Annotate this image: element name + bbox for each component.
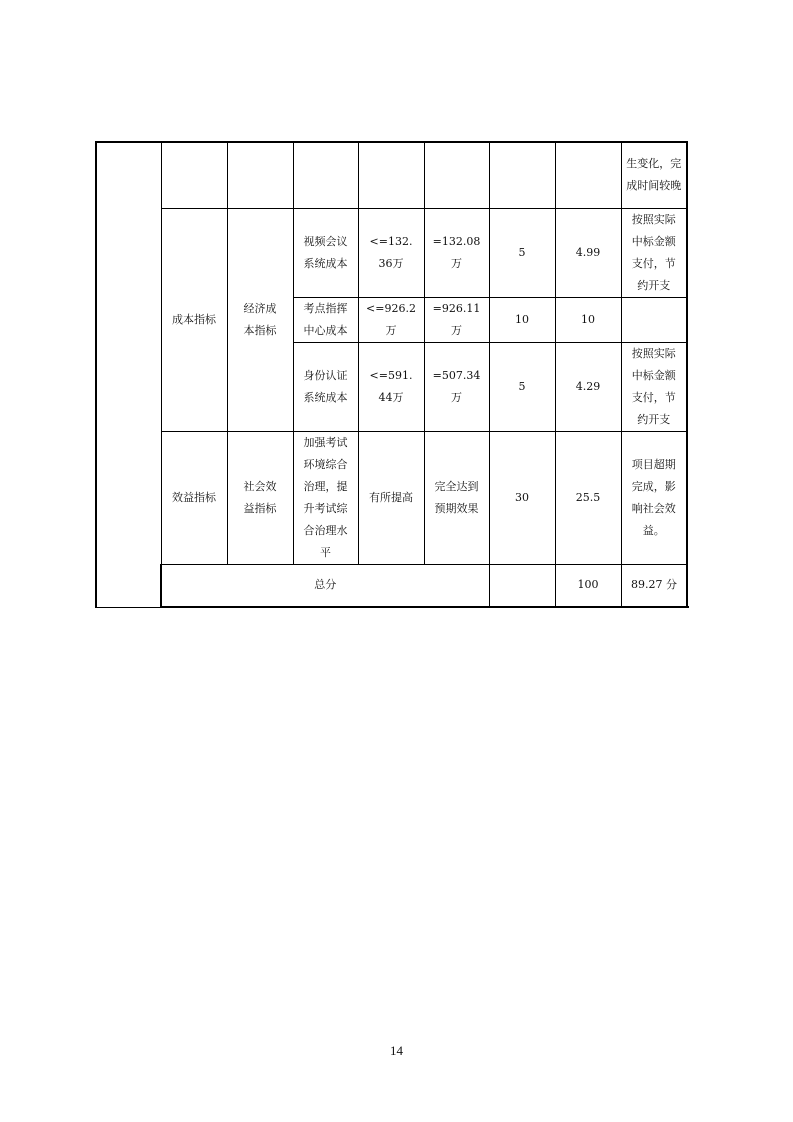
level3-indicator-label: 经济成本指标 (243, 301, 277, 337)
score-value: 4.99 (575, 245, 601, 259)
score-value: 25.5 (575, 490, 601, 504)
indicator-name-cell (293, 297, 358, 342)
indicator-name-cell (293, 208, 358, 297)
weight-value: 30 (515, 490, 529, 504)
score-cell (555, 431, 621, 564)
target-value-cell (358, 297, 424, 342)
actual-value-cell (424, 342, 489, 431)
indicator-name-cell (293, 342, 358, 431)
score-value: 4.29 (575, 379, 601, 393)
indicator-name: 考点指挥中心成本 (303, 301, 348, 337)
table-cell (555, 142, 621, 208)
remark-cell (621, 342, 687, 431)
table-row (96, 142, 687, 208)
remark-text: 按照实际中标金额支付，节约开支 (631, 346, 676, 426)
actual-value-cell (424, 208, 489, 297)
actual-value-cell (424, 431, 489, 564)
remark-cell (621, 208, 687, 297)
indicator-name: 加强考试环境综合治理，提升考试综合治理水平 (303, 435, 348, 559)
target-value: <=926.2 万 (366, 301, 416, 337)
remark-text: 项目超期完成，影响社会效益。 (631, 457, 676, 537)
remark-text: 生变化，完成时间较晚 (626, 157, 682, 193)
table-row (96, 208, 687, 297)
weight-cell (489, 297, 555, 342)
level2-indicator-cell (161, 431, 227, 564)
total-label-cell (161, 564, 489, 607)
actual-value: =926.11 万 (432, 301, 481, 337)
target-value-cell (358, 431, 424, 564)
target-value-cell (358, 208, 424, 297)
performance-evaluation-table (95, 141, 688, 608)
indicator-name-cell (293, 431, 358, 564)
level2-indicator-label: 成本指标 (172, 312, 216, 326)
level3-indicator-cell (227, 431, 293, 564)
weight-value: 5 (518, 379, 526, 393)
weight-value: 10 (515, 312, 529, 326)
score-cell (555, 342, 621, 431)
actual-value-cell (424, 297, 489, 342)
weight-cell (489, 342, 555, 431)
total-blank-cell (489, 564, 555, 607)
table-row (96, 431, 687, 564)
score-cell (555, 297, 621, 342)
actual-value: =132.08 万 (432, 234, 481, 270)
remark-cell (621, 431, 687, 564)
total-score-cell (621, 564, 687, 607)
level2-indicator-cell (161, 208, 227, 431)
weight-cell (489, 208, 555, 297)
level3-indicator-cell (227, 208, 293, 431)
level3-indicator-label: 社会效益指标 (243, 479, 277, 515)
total-label: 总分 (314, 578, 337, 592)
page-number: 14 (390, 1043, 403, 1058)
actual-value: =507.34 万 (432, 368, 481, 404)
table-cell (293, 142, 358, 208)
total-weight: 100 (577, 578, 599, 592)
target-value-cell (358, 342, 424, 431)
score-value: 10 (581, 312, 595, 326)
total-weight-cell (555, 564, 621, 607)
remark-cell (621, 142, 687, 208)
score-cell (555, 208, 621, 297)
table-cell (424, 142, 489, 208)
weight-cell (489, 431, 555, 564)
weight-value: 5 (518, 245, 526, 259)
table-cell (227, 142, 293, 208)
table-cell (358, 142, 424, 208)
indicator-name: 视频会议系统成本 (303, 234, 348, 270)
table-cell (161, 142, 227, 208)
table-cell (489, 142, 555, 208)
actual-value: 完全达到预期效果 (434, 479, 479, 515)
remark-text: 按照实际中标金额支付，节约开支 (631, 212, 676, 292)
target-value: <=591.44万 (369, 368, 413, 404)
indicator-name: 身份认证系统成本 (303, 368, 348, 404)
target-value: 有所提高 (369, 490, 413, 504)
target-value: <=132.36万 (369, 234, 413, 270)
total-score: 89.27 分 (631, 578, 677, 592)
total-row (96, 564, 687, 607)
remark-cell (621, 297, 687, 342)
level1-indicator-cell (96, 142, 161, 607)
level2-indicator-label: 效益指标 (172, 490, 216, 504)
